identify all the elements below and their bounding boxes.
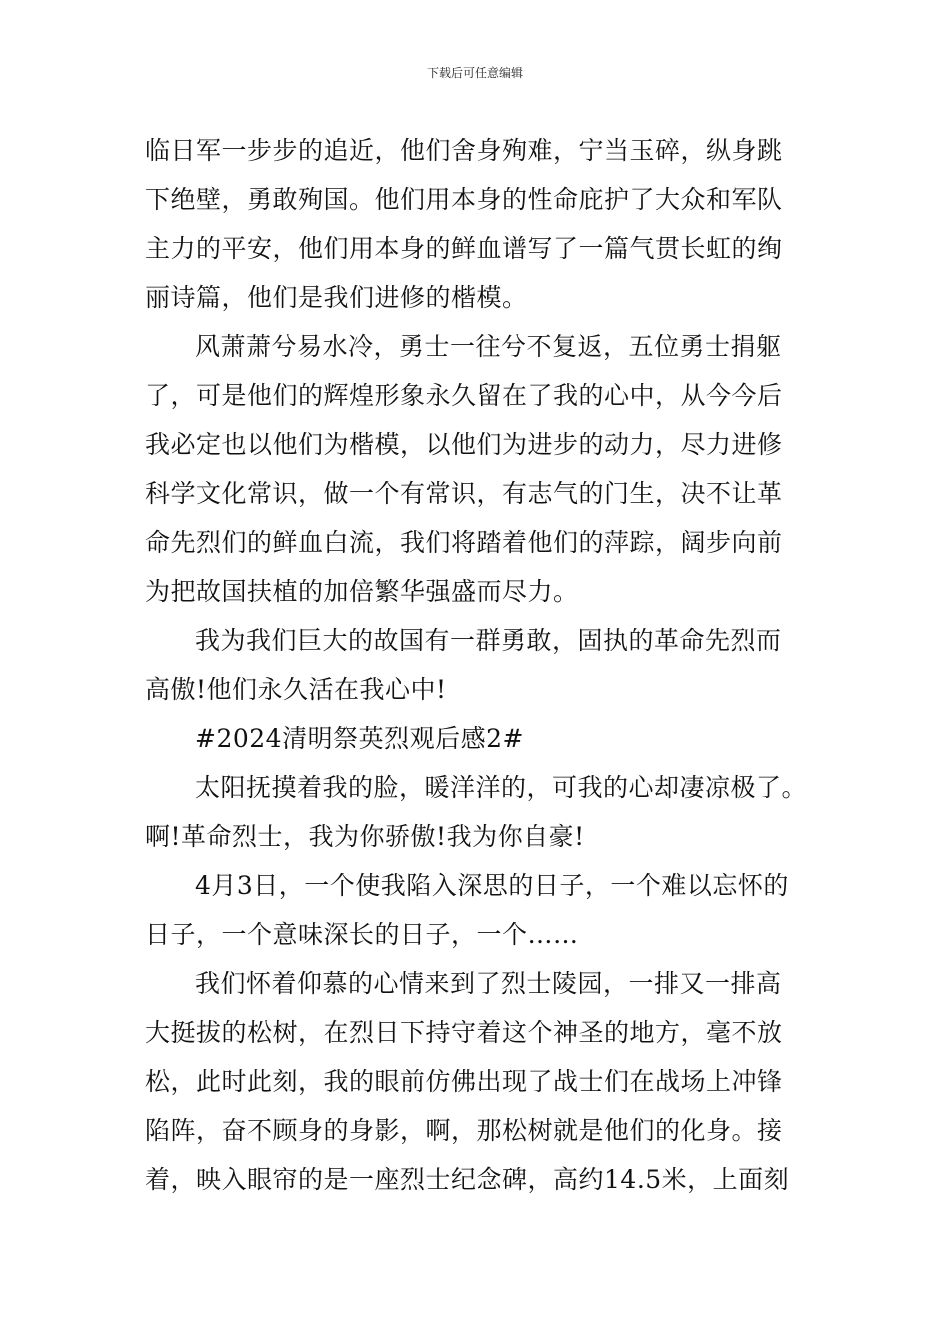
text-line-4: 丽诗篇，他们是我们进修的楷模。 — [145, 283, 528, 312]
text-line-2: 下绝壁，勇敢殉国。他们用本身的性命庇护了大众和军队 — [145, 185, 783, 214]
body-text — [145, 126, 815, 1204]
text-line-19: 大挺拔的松树，在烈日下持守着这个神圣的地方，毫不放 — [145, 1018, 783, 1047]
text-line-15: 啊!革命烈士，我为你骄傲!我为你自豪! — [145, 822, 585, 851]
text-line-22: 着，映入眼帘的是一座烈士纪念碑，高约14.5米，上面刻 — [145, 1165, 790, 1194]
page-header-note: 下载后可任意编辑 — [426, 66, 523, 80]
text-line-5: 风萧萧兮易水冷，勇士一往兮不复返，五位勇士捐躯 — [195, 332, 782, 361]
text-line-11: 我为我们巨大的故国有一群勇敢，固执的革命先烈而 — [195, 626, 782, 655]
text-line-18: 我们怀着仰慕的心情来到了烈士陵园，一排又一排高 — [195, 969, 782, 998]
text-line-14: 太阳抚摸着我的脸，暖洋洋的，可我的心却凄凉极了。 — [195, 773, 808, 802]
text-line-9: 命先烈们的鲜血白流，我们将踏着他们的萍踪，阔步向前 — [145, 528, 783, 557]
text-line-17: 日子，一个意味深长的日子，一个…… — [145, 920, 579, 949]
text-line-10: 为把故国扶植的加倍繁华强盛而尽力。 — [145, 577, 579, 606]
text-line-6: 了，可是他们的辉煌形象永久留在了我的心中，从今今后 — [145, 381, 783, 410]
text-line-7: 我必定也以他们为楷模，以他们为进步的动力，尽力进修 — [145, 430, 783, 459]
text-line-16: 4月3日，一个使我陷入深思的日子，一个难以忘怀的 — [195, 871, 789, 900]
section-heading: #2024清明祭英烈观后感2# — [195, 724, 524, 753]
text-line-8: 科学文化常识，做一个有常识，有志气的门生，决不让革 — [145, 479, 783, 508]
text-line-21: 陷阵，奋不顾身的身影，啊，那松树就是他们的化身。接 — [145, 1116, 783, 1145]
text-line-12: 高傲!他们永久活在我心中! — [145, 675, 447, 704]
text-line-20: 松，此时此刻，我的眼前仿佛出现了战士们在战场上冲锋 — [145, 1067, 783, 1096]
text-line-1: 临日军一步步的追近，他们舍身殉难，宁当玉碎，纵身跳 — [145, 136, 783, 165]
text-line-3: 主力的平安，他们用本身的鲜血谱写了一篇气贯长虹的绚 — [145, 234, 783, 263]
